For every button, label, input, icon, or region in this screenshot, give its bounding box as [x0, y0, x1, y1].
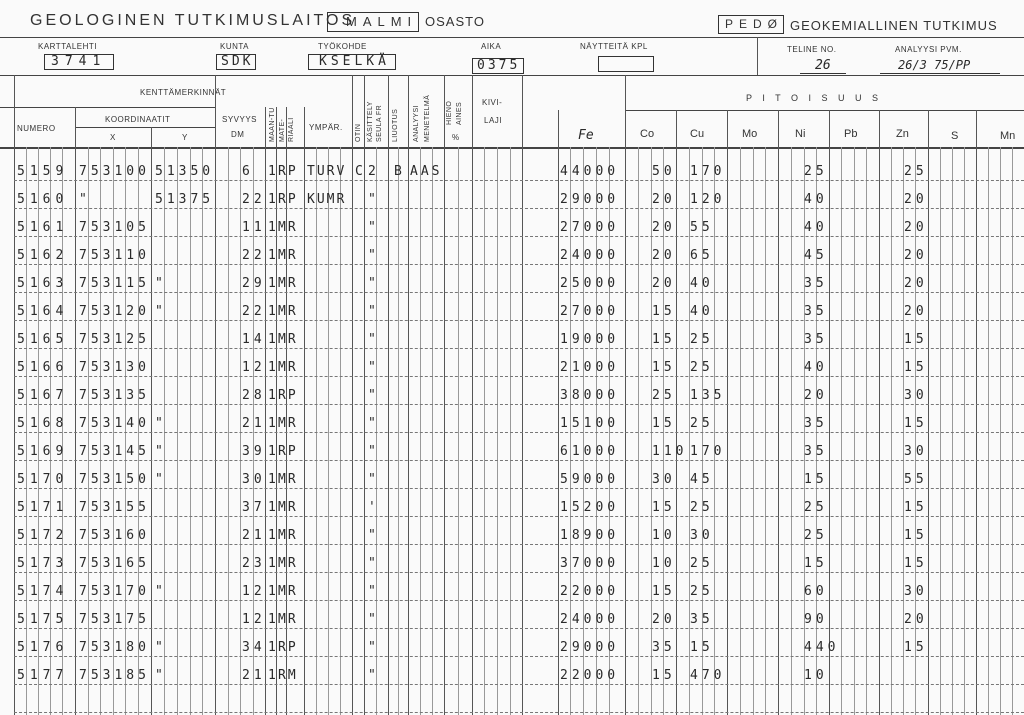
cell-y: " [155, 444, 167, 459]
cell-mat: MR [278, 220, 298, 235]
cell-mat: MR [278, 612, 298, 627]
teline-label: TELINE NO. [787, 45, 837, 54]
cell-zn: 30 [904, 444, 928, 459]
cell-ni: 25 [804, 164, 828, 179]
otin-label: OTIN [355, 123, 362, 142]
cell-cu: 65 [690, 248, 714, 263]
cell-mat: MR [278, 472, 298, 487]
dept-label: GEOKEMIALLINEN TUTKIMUS [790, 18, 998, 33]
cell-mat: MR [278, 360, 298, 375]
cell-fe: 22000 [560, 584, 620, 599]
dm-label: DM [231, 130, 245, 139]
liuotus-label: LIUOTUS [392, 108, 399, 142]
cell-cu: 40 [690, 304, 714, 319]
table-row [0, 242, 1024, 270]
cell-zn: 30 [904, 584, 928, 599]
cell-ni: 15 [804, 556, 828, 571]
cell-fe: 44000 [560, 164, 620, 179]
cell-zn: 20 [904, 612, 928, 627]
laji-label: LAJI [484, 116, 503, 125]
cell-fe: 27000 [560, 220, 620, 235]
cell-ni: 60 [804, 584, 828, 599]
cell-zn: 15 [904, 640, 928, 655]
cell-mat: MR [278, 556, 298, 571]
cell-cu: 25 [690, 556, 714, 571]
cell-kas: " [368, 668, 376, 683]
cell-x: 753145 [79, 444, 150, 459]
ni-label: Ni [795, 128, 806, 140]
cell-otin: C [355, 164, 363, 179]
cell-co: 10 [652, 556, 676, 571]
cell-syv: 29 [242, 276, 266, 291]
cell-kas: " [368, 360, 376, 375]
cell-syv: 22 [242, 192, 266, 207]
cell-syv: 22 [242, 304, 266, 319]
table-row [0, 354, 1024, 382]
cell-tu: 1 [268, 220, 276, 235]
cell-num: 5170 [17, 472, 69, 487]
cell-co: 15 [652, 500, 676, 515]
cell-fe: 27000 [560, 304, 620, 319]
cell-kas: " [368, 556, 376, 571]
table-row [0, 214, 1024, 242]
cell-kas: " [368, 192, 376, 207]
cell-zn: 20 [904, 304, 928, 319]
table-row [0, 578, 1024, 606]
cell-kas: " [368, 276, 376, 291]
cell-fe: 19000 [560, 332, 620, 347]
cell-co: 10 [652, 528, 676, 543]
cell-tu: 1 [268, 640, 276, 655]
cell-tu: 1 [268, 164, 276, 179]
cell-kas: " [368, 304, 376, 319]
cell-cu: 470 [690, 668, 726, 683]
cell-ymp: KUMR [307, 192, 347, 207]
syvyys-label: SYVYYS [222, 115, 258, 124]
cell-tu: 1 [268, 276, 276, 291]
table-row [0, 270, 1024, 298]
cell-mat: RM [278, 668, 298, 683]
cell-num: 5159 [17, 164, 69, 179]
kenttamerkinnat-label: KENTTÄMERKINNÄT [140, 88, 227, 97]
cell-kas: " [368, 332, 376, 347]
table-row [0, 522, 1024, 550]
mo-label: Mo [742, 128, 758, 140]
institute-title: GEOLOGINEN TUTKIMUSLAITOS [30, 12, 356, 29]
cell-num: 5165 [17, 332, 69, 347]
menetelma-label: MENETELMÄ [424, 94, 431, 142]
cell-ni: 35 [804, 416, 828, 431]
cell-co: 20 [652, 192, 676, 207]
cell-ni: 25 [804, 500, 828, 515]
cell-zn: 25 [904, 164, 928, 179]
cell-co: 15 [652, 304, 676, 319]
cell-fe: 29000 [560, 192, 620, 207]
dept-box-value: PEDØ [725, 17, 784, 31]
cell-kas: " [368, 640, 376, 655]
cell-y: 51350 [155, 164, 215, 179]
cell-mat: MR [278, 528, 298, 543]
cell-zn: 55 [904, 472, 928, 487]
cell-x: 753105 [79, 220, 150, 235]
cell-kas: " [368, 528, 376, 543]
x-label: X [110, 133, 116, 142]
cell-tu: 1 [268, 584, 276, 599]
table-row [0, 298, 1024, 326]
table-row [0, 494, 1024, 522]
cell-tu: 1 [268, 416, 276, 431]
cell-kas: " [368, 388, 376, 403]
cell-zn: 20 [904, 276, 928, 291]
zn-label: Zn [896, 128, 909, 140]
cell-num: 5171 [17, 500, 69, 515]
analyysi-col-label: ANALYYSI [413, 105, 420, 142]
cell-tu: 1 [268, 668, 276, 683]
cell-y: 51375 [155, 192, 215, 207]
cell-x: 753170 [79, 584, 150, 599]
riaali-label: RIAALI [288, 117, 295, 142]
cell-y: " [155, 668, 167, 683]
analyysi-value: 26/3 75/PP [898, 58, 971, 72]
office-box [327, 12, 419, 32]
cell-fe: 21000 [560, 360, 620, 375]
table-row [0, 382, 1024, 410]
cell-fe: 25000 [560, 276, 620, 291]
cell-cu: 25 [690, 416, 714, 431]
cell-x: 753165 [79, 556, 150, 571]
y-label: Y [182, 133, 188, 142]
cell-mat: MR [278, 276, 298, 291]
cell-ni: 45 [804, 248, 828, 263]
aika-value: 0375 [477, 58, 521, 73]
cell-syv: 23 [242, 556, 266, 571]
kunta-label: KUNTA [220, 42, 250, 51]
tyokohde-label: TYÖKOHDE [318, 42, 367, 51]
cell-co: 15 [652, 360, 676, 375]
cell-ni: 20 [804, 388, 828, 403]
cell-ni: 10 [804, 668, 828, 683]
cell-mat: RP [278, 388, 298, 403]
cell-x: 753135 [79, 388, 150, 403]
cell-kas: " [368, 444, 376, 459]
cell-co: 50 [652, 164, 676, 179]
cell-ni: 40 [804, 220, 828, 235]
cell-syv: 6 [242, 164, 254, 179]
cell-ni: 40 [804, 192, 828, 207]
cell-fe: 15200 [560, 500, 620, 515]
cell-syv: 12 [242, 612, 266, 627]
cell-num: 5172 [17, 528, 69, 543]
cell-zn: 15 [904, 416, 928, 431]
cell-mat: RP [278, 640, 298, 655]
cell-co: 25 [652, 388, 676, 403]
cell-syv: 30 [242, 472, 266, 487]
cell-syv: 14 [242, 332, 266, 347]
dept-box [718, 15, 784, 34]
cell-mat: MR [278, 416, 298, 431]
cell-ni: 35 [804, 332, 828, 347]
table-row [0, 662, 1024, 690]
cell-tu: 1 [268, 528, 276, 543]
cell-syv: 34 [242, 640, 266, 655]
kunta-value: SDK [221, 54, 254, 69]
ympar-label: YMPÄR. [309, 123, 343, 132]
cell-ni: 40 [804, 360, 828, 375]
cell-cu: 25 [690, 584, 714, 599]
cell-ni: 35 [804, 276, 828, 291]
cell-zn: 20 [904, 248, 928, 263]
co-label: Co [640, 128, 655, 140]
table-row [0, 326, 1024, 354]
table-row [0, 158, 1024, 186]
cell-tu: 1 [268, 304, 276, 319]
cell-x: 753185 [79, 668, 150, 683]
cell-y: " [155, 304, 167, 319]
cell-cu: 25 [690, 360, 714, 375]
cell-mat: RP [278, 192, 298, 207]
cell-x: 753125 [79, 332, 150, 347]
cell-zn: 20 [904, 192, 928, 207]
cell-cu: 40 [690, 276, 714, 291]
kivi-label: KIVI- [482, 98, 503, 107]
cell-zn: 15 [904, 360, 928, 375]
cell-co: 110 [652, 444, 688, 459]
cell-ni: 15 [804, 472, 828, 487]
office-box-value: MALMI [346, 14, 418, 29]
cell-cu: 45 [690, 472, 714, 487]
cell-syv: 21 [242, 668, 266, 683]
cell-y: " [155, 640, 167, 655]
cell-fe: 38000 [560, 388, 620, 403]
cell-y: " [155, 276, 167, 291]
cell-num: 5175 [17, 612, 69, 627]
cell-num: 5167 [17, 388, 69, 403]
cell-co: 20 [652, 220, 676, 235]
tyokohde-box [308, 54, 396, 70]
cell-cu: 15 [690, 640, 714, 655]
seula-label: SEULA FR [376, 104, 383, 142]
cell-tu: 1 [268, 332, 276, 347]
cell-kas: " [368, 248, 376, 263]
cell-zn: 15 [904, 332, 928, 347]
cell-zn: 20 [904, 220, 928, 235]
cell-y: " [155, 472, 167, 487]
cell-mat: MR [278, 248, 298, 263]
table-row [0, 550, 1024, 578]
cell-kivi: AAS [410, 164, 443, 179]
cell-kas: " [368, 472, 376, 487]
cell-x: " [79, 192, 91, 207]
cell-cu: 35 [690, 612, 714, 627]
cell-x: 753115 [79, 276, 150, 291]
cell-tu: 1 [268, 612, 276, 627]
cell-x: 753140 [79, 416, 150, 431]
cell-mat: RP [278, 444, 298, 459]
cell-cu: 25 [690, 500, 714, 515]
cell-mat: MR [278, 584, 298, 599]
karttalehti-label: KARTTALEHTI [38, 42, 97, 51]
cell-co: 35 [652, 640, 676, 655]
cell-x: 753110 [79, 248, 150, 263]
table-row [0, 410, 1024, 438]
cell-syv: 11 [242, 220, 266, 235]
mate-label: MATE- [279, 118, 286, 142]
cell-tu: 1 [268, 472, 276, 487]
cell-kas: " [368, 220, 376, 235]
table-row [0, 438, 1024, 466]
cell-zn: 30 [904, 388, 928, 403]
table-row [0, 186, 1024, 214]
karttalehti-value: 3741 [51, 54, 107, 69]
aines-label: AINES [456, 101, 463, 125]
cell-co: 20 [652, 612, 676, 627]
cu-label: Cu [690, 128, 705, 140]
cell-x: 753175 [79, 612, 150, 627]
cell-kas: " [368, 416, 376, 431]
cell-cu: 30 [690, 528, 714, 543]
cell-num: 5173 [17, 556, 69, 571]
cell-num: 5163 [17, 276, 69, 291]
numero-label: NUMERO [17, 124, 56, 133]
cell-y: " [155, 416, 167, 431]
table-row [0, 466, 1024, 494]
cell-x: 753100 [79, 164, 150, 179]
cell-kas: " [368, 612, 376, 627]
cell-x: 753155 [79, 500, 150, 515]
cell-ni: 35 [804, 444, 828, 459]
cell-tu: 1 [268, 360, 276, 375]
cell-co: 15 [652, 584, 676, 599]
aika-box [472, 58, 524, 74]
cell-kas: 2 [368, 164, 376, 179]
cell-kas: ' [368, 500, 376, 515]
cell-tu: 1 [268, 248, 276, 263]
koordinaatit-label: KOORDINAATIT [105, 115, 171, 124]
cell-zn: 15 [904, 500, 928, 515]
cell-num: 5166 [17, 360, 69, 375]
cell-mat: MR [278, 304, 298, 319]
cell-x: 753180 [79, 640, 150, 655]
pct-label: % [452, 133, 460, 142]
s-label: S [951, 130, 959, 142]
cell-num: 5169 [17, 444, 69, 459]
cell-x: 753120 [79, 304, 150, 319]
hieno-label: HIENO [446, 100, 453, 125]
cell-syv: 21 [242, 528, 266, 543]
nayttei-box [598, 56, 654, 72]
kunta-box [216, 54, 256, 70]
table-row [0, 606, 1024, 634]
cell-syv: 21 [242, 416, 266, 431]
cell-x: 753150 [79, 472, 150, 487]
cell-kas: " [368, 584, 376, 599]
cell-fe: 22000 [560, 668, 620, 683]
cell-syv: 28 [242, 388, 266, 403]
cell-fe: 61000 [560, 444, 620, 459]
cell-tu: 1 [268, 444, 276, 459]
cell-fe: 24000 [560, 248, 620, 263]
analyysi-label: ANALYYSI PVM. [895, 45, 962, 54]
cell-x: 753160 [79, 528, 150, 543]
cell-co: 15 [652, 668, 676, 683]
cell-fe: 24000 [560, 612, 620, 627]
cell-co: 30 [652, 472, 676, 487]
office-label: OSASTO [425, 14, 485, 29]
cell-ni: 440 [804, 640, 840, 655]
cell-syv: 22 [242, 248, 266, 263]
cell-syv: 37 [242, 500, 266, 515]
cell-cu: 170 [690, 444, 726, 459]
cell-co: 15 [652, 416, 676, 431]
cell-mat: RP [278, 164, 298, 179]
cell-num: 5164 [17, 304, 69, 319]
pb-label: Pb [844, 128, 858, 140]
cell-cu: 120 [690, 192, 726, 207]
teline-value: 26 [815, 58, 831, 73]
cell-tu: 1 [268, 500, 276, 515]
cell-co: 15 [652, 332, 676, 347]
cell-cu: 135 [690, 388, 726, 403]
cell-mat: MR [278, 500, 298, 515]
cell-mat: MR [278, 332, 298, 347]
cell-num: 5160 [17, 192, 69, 207]
cell-an: B [394, 164, 402, 179]
karttalehti-box [44, 54, 114, 70]
cell-cu: 25 [690, 332, 714, 347]
kasittely-label: KÄSITTELY [367, 101, 374, 142]
cell-fe: 37000 [560, 556, 620, 571]
cell-tu: 1 [268, 388, 276, 403]
cell-fe: 15100 [560, 416, 620, 431]
cell-ni: 35 [804, 304, 828, 319]
cell-zn: 15 [904, 556, 928, 571]
cell-num: 5176 [17, 640, 69, 655]
cell-num: 5161 [17, 220, 69, 235]
cell-syv: 12 [242, 360, 266, 375]
cell-num: 5177 [17, 668, 69, 683]
cell-tu: 1 [268, 192, 276, 207]
pitoisuus-label: P I T O I S U U S [746, 93, 883, 103]
maantu-label: MAAN-TU [269, 107, 276, 142]
cell-co: 20 [652, 276, 676, 291]
cell-syv: 12 [242, 584, 266, 599]
cell-cu: 170 [690, 164, 726, 179]
cell-x: 753130 [79, 360, 150, 375]
cell-cu: 55 [690, 220, 714, 235]
cell-tu: 1 [268, 556, 276, 571]
cell-ni: 25 [804, 528, 828, 543]
aika-label: AIKA [481, 42, 502, 51]
fe-label: Fe [578, 128, 594, 143]
cell-num: 5168 [17, 416, 69, 431]
cell-co: 20 [652, 248, 676, 263]
tyokohde-value: KSELKÄ [319, 54, 390, 69]
cell-num: 5174 [17, 584, 69, 599]
cell-fe: 29000 [560, 640, 620, 655]
table-row [0, 634, 1024, 662]
mn-label: Mn [1000, 130, 1016, 142]
cell-fe: 59000 [560, 472, 620, 487]
nayttei-label: NÄYTTEITÄ KPL [580, 42, 648, 51]
cell-y: " [155, 584, 167, 599]
cell-zn: 15 [904, 528, 928, 543]
cell-fe: 18900 [560, 528, 620, 543]
cell-syv: 39 [242, 444, 266, 459]
cell-num: 5162 [17, 248, 69, 263]
cell-ymp: TURV [307, 164, 347, 179]
cell-ni: 90 [804, 612, 828, 627]
